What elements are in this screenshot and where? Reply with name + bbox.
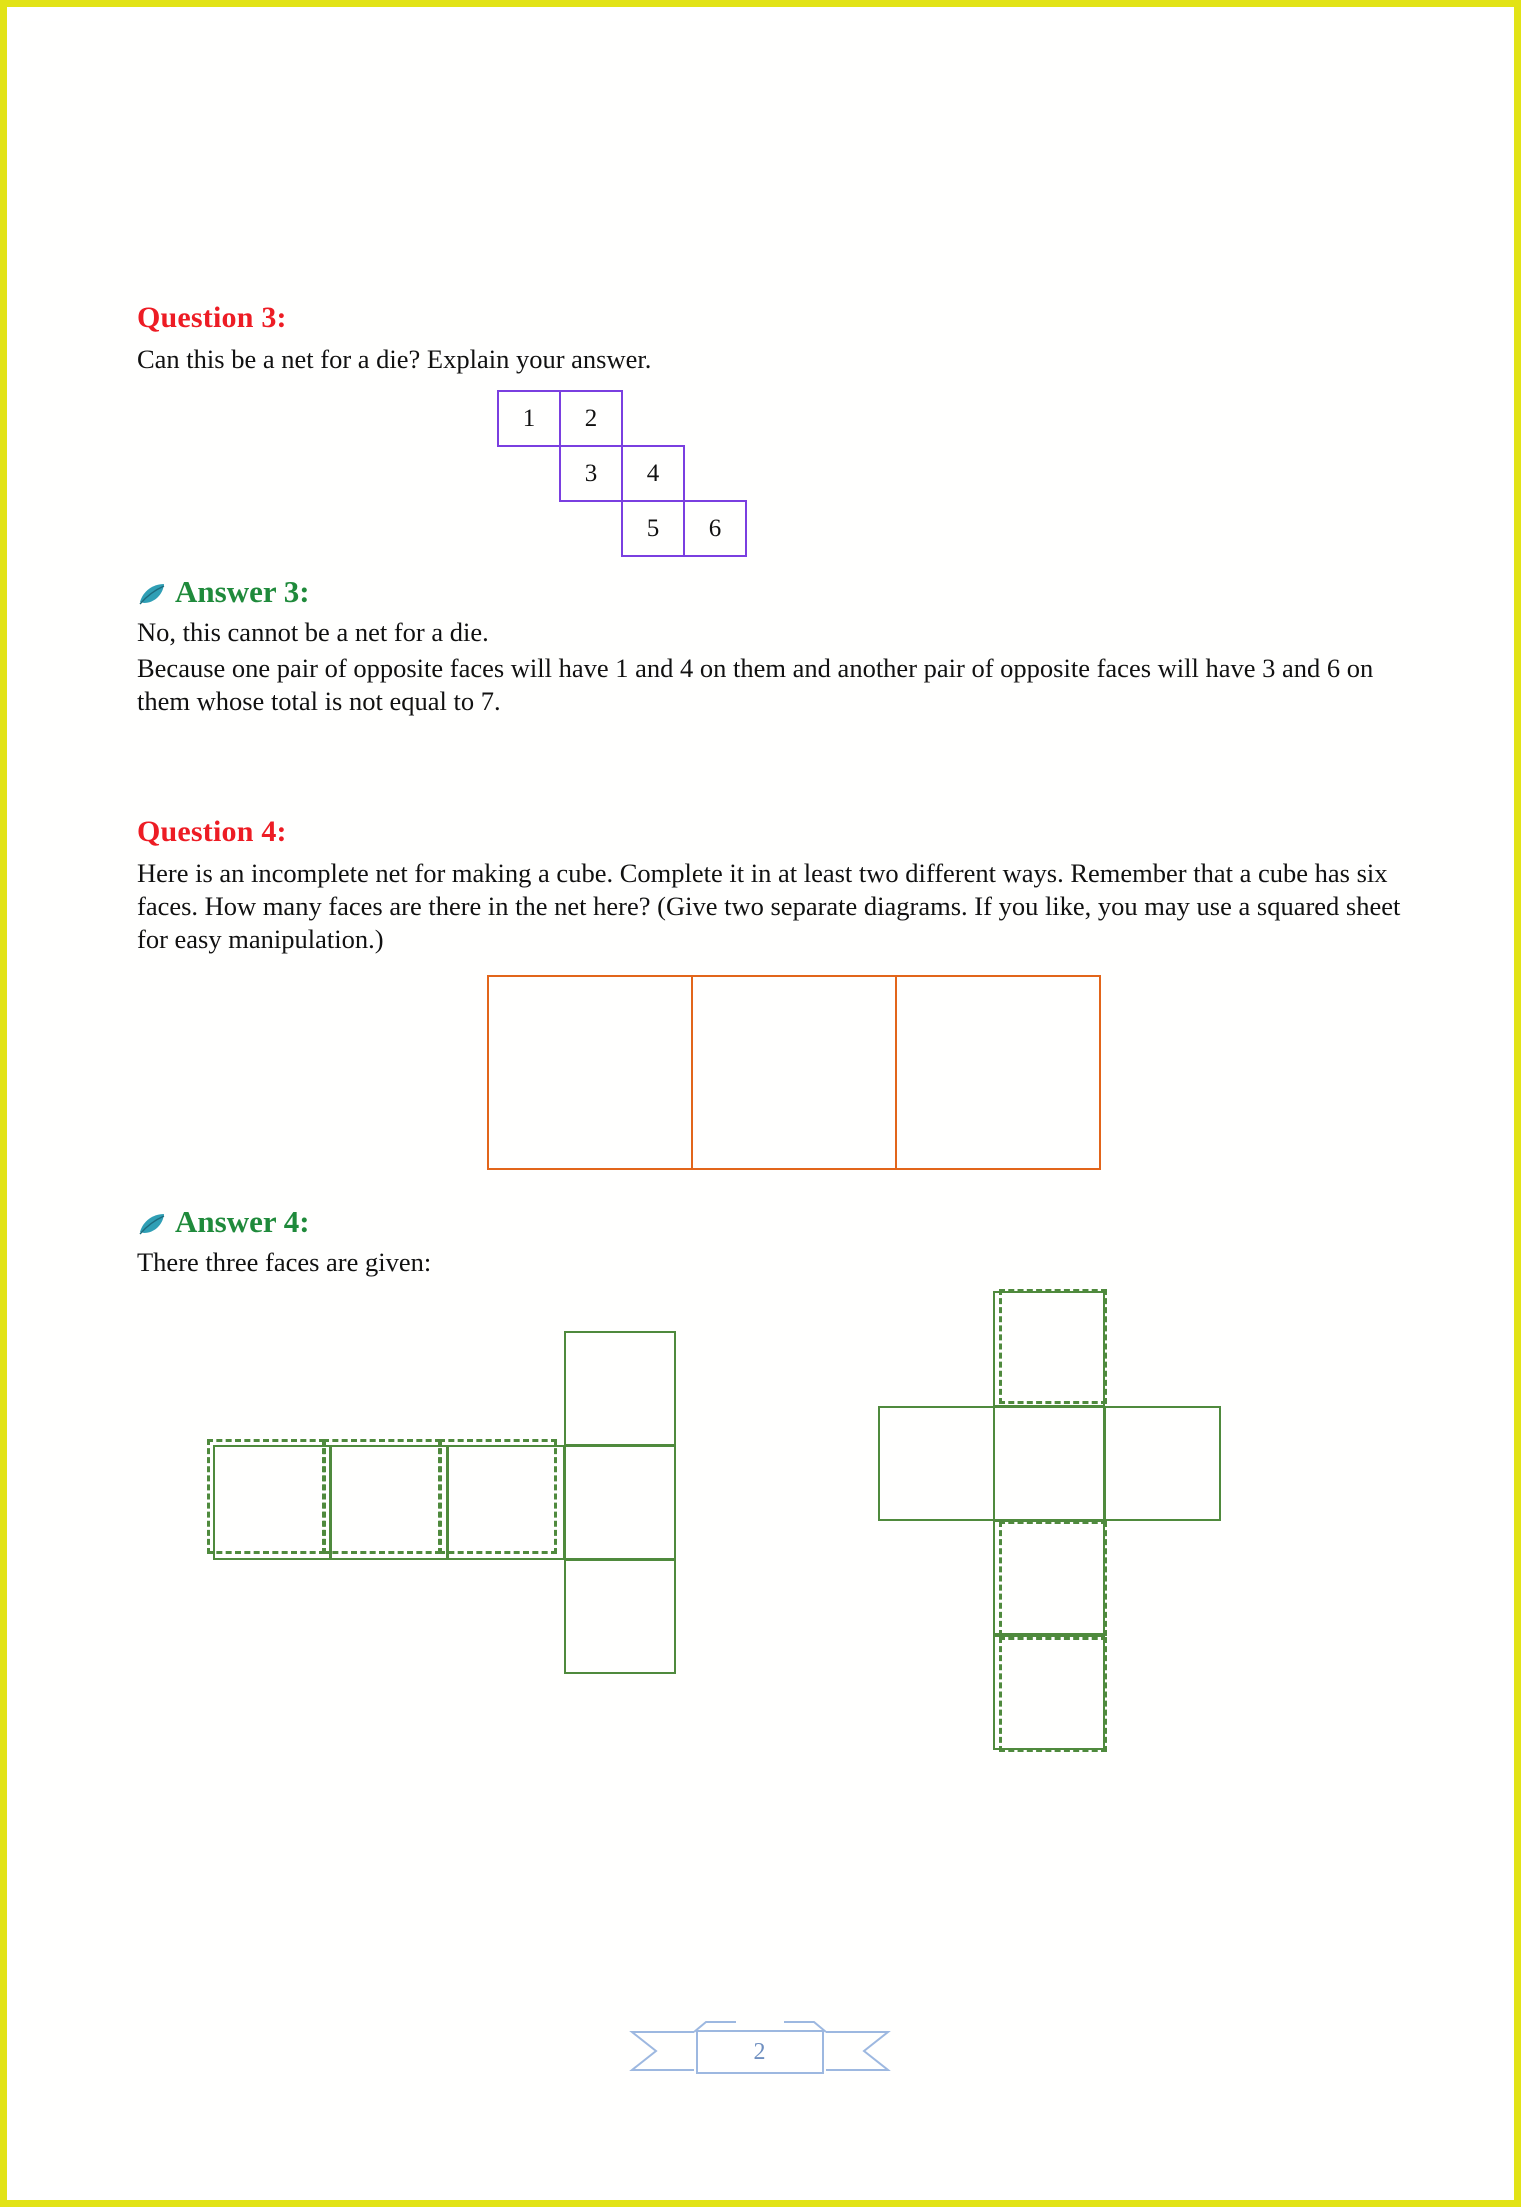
right-net-face-right (1104, 1406, 1221, 1521)
spacer (137, 1170, 1427, 1204)
die-net-cell-4: 4 (621, 445, 685, 502)
answer-4-heading: Answer 4: (175, 1203, 310, 1239)
answer-3-line-1: No, this cannot be a net for a die. (137, 617, 489, 648)
answer-3-heading: Answer 3: (175, 574, 310, 610)
die-net-cell-5: 5 (621, 500, 685, 557)
left-net-added-face-top (564, 1331, 676, 1446)
die-net-cell-1: 1 (497, 390, 561, 447)
answer-4-line-1: There three faces are given: (137, 1246, 432, 1277)
page-content (137, 301, 1427, 1789)
left-net-face-1 (213, 1445, 331, 1560)
right-net-face-lower (993, 1520, 1105, 1635)
right-net-face-top (993, 1291, 1105, 1407)
right-net-face-center (993, 1406, 1105, 1521)
answer-4-diagrams (137, 1309, 1427, 1789)
section-spacer (137, 719, 1427, 815)
left-net-face-2 (330, 1445, 448, 1560)
right-net-face-bottom (993, 1635, 1105, 1750)
leaf-icon (137, 1209, 167, 1235)
incomplete-net-face-1 (487, 975, 693, 1170)
answer-4-heading-row (137, 1204, 1427, 1240)
page-number: 2 (696, 2030, 824, 2074)
question-3-prompt: Can this be a net for a die? Explain your answer. (137, 344, 652, 374)
question-4-heading: Question 4: (137, 814, 287, 848)
left-net-face-3 (447, 1445, 565, 1560)
incomplete-net-face-2 (691, 975, 897, 1170)
die-net-cell-2: 2 (559, 390, 623, 447)
incomplete-net-face-3 (895, 975, 1101, 1170)
die-net-cell-3: 3 (559, 445, 623, 502)
page-footer (21, 2018, 1500, 2084)
page-sheet (21, 21, 1500, 2186)
answer-3-heading-row (137, 574, 1427, 610)
question-4-incomplete-net-diagram (487, 975, 1105, 1170)
question-4-prompt: Here is an incomplete net for making a cube. Complete it in at least two different ways. Remember that a cube has six faces. How many faces are there in the net here? (Give two separate diagrams. If you like, you may use a squared sheet for easy manipulation.) (137, 857, 1401, 955)
leaf-icon (137, 579, 167, 605)
ribbon-graphic (626, 2018, 896, 2084)
answer-3-line-2: Because one pair of opposite faces will have 1 and 4 on them and another pair of opposite faces will have 3 and 6 on them whose total is not equal to 7. (137, 652, 1374, 717)
question-3-die-net-diagram (497, 390, 767, 560)
die-net-cell-6: 6 (683, 500, 747, 557)
left-net-added-face-middle (564, 1445, 676, 1560)
question-3-heading: Question 3: (137, 301, 287, 334)
right-net-face-left (878, 1406, 995, 1521)
left-net-added-face-bottom (564, 1559, 676, 1674)
